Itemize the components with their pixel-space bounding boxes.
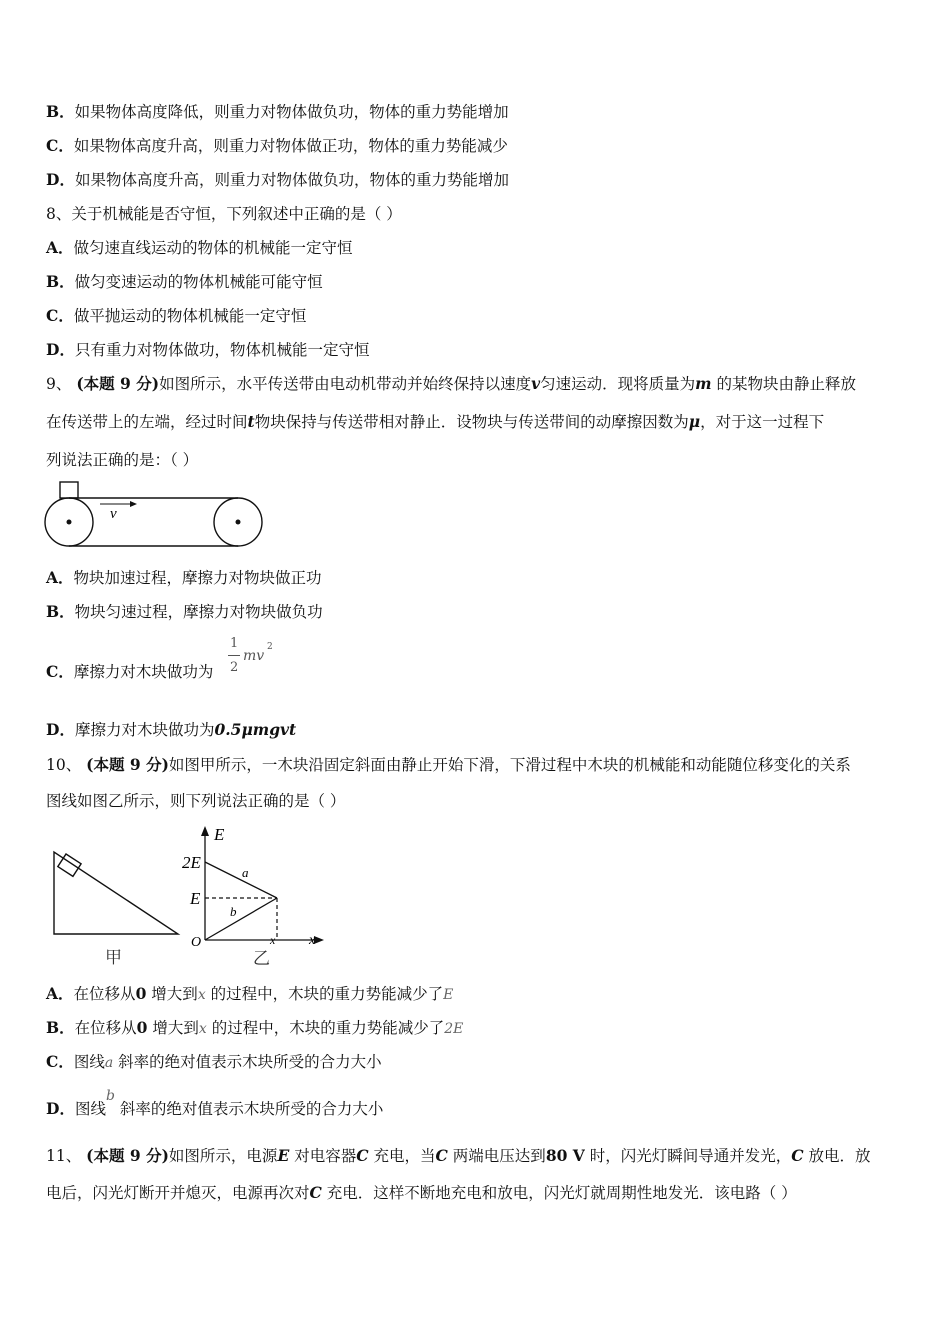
q7-option-b: B．如果物体高度降低，则重力对物体做负功，物体的重力势能增加 [46,102,509,121]
q9-option-a: A．物块加速过程，摩擦力对物块做正功 [46,568,322,587]
right-pulley-axle [236,520,241,525]
velocity-label: v [110,506,117,522]
q9-stem-line3: 列说法正确的是：（ ） [46,451,199,469]
incline [54,852,178,934]
q10-option-c: C．图线a 斜率的绝对值表示木块所受的合力大小 [46,1052,382,1071]
line-a [205,862,277,898]
y-axis-label: E [214,825,225,844]
conveyor-belt-figure [40,478,270,553]
tick-2e: 2E [182,853,201,872]
origin-label: O [191,935,202,950]
q10-option-b: B．在位移从0 增大到x 的过程中，木块的重力势能减少了2E [46,1018,464,1037]
q9-option-c-formula: 1 2 mv 2 [230,636,273,675]
figure-caption-jia: 甲 [105,948,122,967]
q9-stem-line1: 9、 (本题 9 分)如图所示，水平传送带由电动机带动并始终保持以速度v匀速运动．现将质量为m 的某物块由静止释放 [46,374,856,393]
line-b-label: b [230,904,237,919]
q8-stem: 8、关于机械能是否守恒，下列叙述中正确的是（ ） [46,205,402,223]
incline-figure [50,838,185,973]
block [60,482,78,498]
energy-graph [180,822,330,972]
q11-stem-line2: 电后，闪光灯断开并熄灭，电源再次对C 充电．这样不断地充电和放电，闪光灯就周期性地发光．该电路（ ） [46,1183,797,1202]
q10-option-a: A．在位移从0 增大到x 的过程中，木块的重力势能减少了E [46,984,454,1003]
q10-stem-line2: 图线如图乙所示，则下列说法正确的是（ ） [46,792,346,810]
q9-option-c: C．摩擦力对木块做功为 [46,662,214,681]
line-a-label: a [242,865,249,880]
q8-option-b: B．做匀变速运动的物体机械能可能守恒 [46,272,323,291]
q9-option-b: B．物块匀速过程，摩擦力对物块做负功 [46,602,323,621]
q9-stem-line2: 在传送带上的左端，经过时间t物块保持与传送带相对静止．设物块与传送带间的动摩擦因数为μ，对于这一过程下 [46,412,825,431]
tick-x: x [270,933,276,947]
line-b [205,898,277,940]
q9-option-d: D．摩擦力对木块做功为0.5μmgvt [46,720,297,739]
q8-option-d: D．只有重力对物体做功，物体机械能一定守恒 [46,340,370,359]
q8-option-a: A．做匀速直线运动的物体的机械能一定守恒 [46,238,353,257]
left-pulley-axle [67,520,72,525]
q11-stem-line1: 11、 (本题 9 分)如图所示，电源E 对电容器C 充电，当C 两端电压达到80 V 时，闪光灯瞬间导通并发光，C 放电．放 [46,1146,871,1165]
q8-option-c: C．做平抛运动的物体机械能一定守恒 [46,306,307,325]
figure-caption-yi: 乙 [253,949,270,968]
q7-option-c: C．如果物体高度升高，则重力对物体做正功，物体的重力势能减少 [46,136,508,155]
tick-e: E [190,889,201,908]
x-axis-label: x [309,933,316,948]
q7-option-d: D．如果物体高度升高，则重力对物体做负功，物体的重力势能增加 [46,170,509,189]
q10-stem-line1: 10、 (本题 9 分)如图甲所示，一木块沿固定斜面由静止开始下滑，下滑过程中木块的机械能和动能随位移变化的关系 [46,755,851,774]
q10-option-d: D．图线b 斜率的绝对值表示木块所受的合力大小 [46,1088,384,1118]
